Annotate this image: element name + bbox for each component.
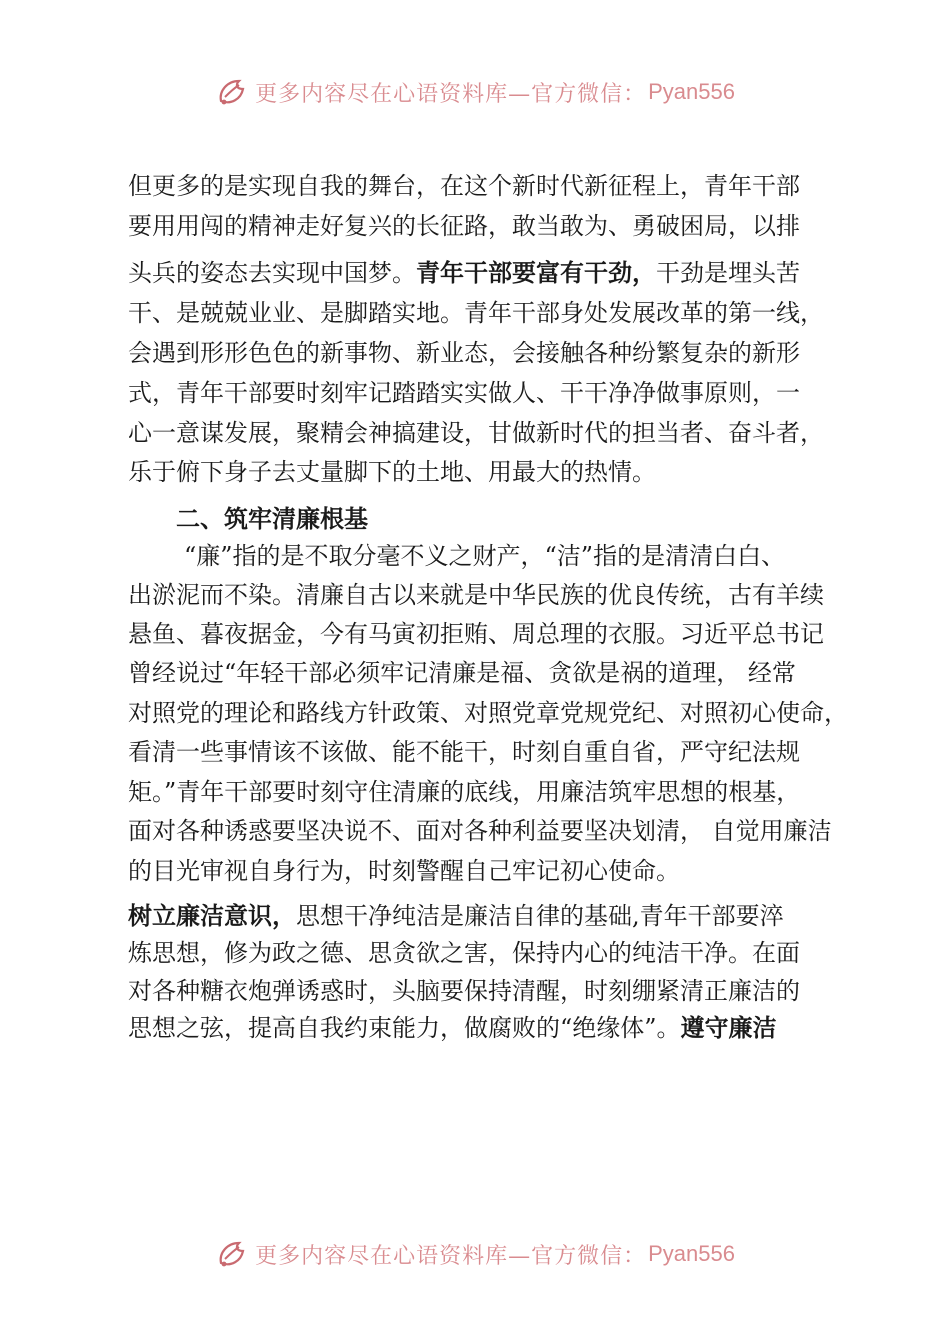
paragraph-line: 矩。”青年干部要时刻守住清廉的底线，用廉洁筑牢思想的根基， <box>128 778 801 806</box>
leaf-swirl-logo-icon <box>215 1237 249 1271</box>
bold-key-phrase: 青年干部要富有干劲， <box>416 259 656 287</box>
paragraph-line: 看清一些事情该不该做、能不能干，时刻自重自省，严守纪法规 <box>128 738 800 766</box>
section-heading: 二、筑牢清廉根基 <box>176 505 368 533</box>
watermark-text: 更多内容尽在心语资料库—官方微信： <box>255 81 647 107</box>
paragraph-line: 曾经说过“年轻干部必须牢记清廉是福、贪欲是祸的道理， 经常 <box>128 659 796 687</box>
watermark-wechat-id: Pyan556 <box>648 79 735 104</box>
paragraph-line <box>128 1012 777 1044</box>
paragraph-line: 式，青年干部要时刻牢记踏踏实实做人、干干净净做事原则，一 <box>128 379 800 407</box>
watermark-wechat-id: Pyan556 <box>648 1241 735 1266</box>
paragraph-line: 的目光审视自身行为，时刻警醒自己牢记初心使命。 <box>128 857 680 885</box>
leaf-swirl-logo-icon <box>215 75 249 109</box>
paragraph-line: 心一意谋发展，聚精会神搞建设，甘做新时代的担当者、奋斗者， <box>128 419 824 447</box>
paragraph-line <box>128 257 800 289</box>
paragraph-line: 会遇到形形色色的新事物、新业态，会接触各种纷繁复杂的新形 <box>128 339 800 367</box>
paragraph-line: 悬鱼、暮夜据金，今有马寅初拒贿、周总理的衣服。习近平总书记 <box>128 620 824 648</box>
paragraph-line: “廉”指的是不取分毫不义之财产，“洁”指的是清清白白、 <box>184 542 786 570</box>
paragraph-line: 出淤泥而不染。清廉自古以来就是中华民族的优良传统，古有羊续 <box>128 581 824 609</box>
text-run: 思想干净纯洁是廉洁自律的基础,青年干部要淬 <box>296 902 784 930</box>
paragraph-line: 对各种糖衣炮弹诱惑时，头脑要保持清醒，时刻绷紧清正廉洁的 <box>128 977 800 1005</box>
paragraph-line: 乐于俯下身子去丈量脚下的土地、用最大的热情。 <box>128 458 656 486</box>
watermark-text: 更多内容尽在心语资料库—官方微信： <box>255 1243 647 1269</box>
paragraph-line: 对照党的理论和路线方针政策、对照党章党规党纪、对照初心使命， <box>128 699 848 727</box>
paragraph-line: 炼思想，修为政之德、思贪欲之害，保持内心的纯洁干净。在面 <box>128 939 800 967</box>
paragraph-line: 要用用闯的精神走好复兴的长征路，敢当敢为、勇破困局，以排 <box>128 212 800 240</box>
text-run: 头兵的姿态去实现中国梦。 <box>128 259 416 287</box>
bold-key-phrase: 遵守廉洁 <box>680 1014 777 1042</box>
footer-watermark <box>0 1232 950 1276</box>
header-watermark <box>0 70 950 114</box>
paragraph-line: 但更多的是实现自我的舞台，在这个新时代新征程上，青年干部 <box>128 172 800 200</box>
paragraph-line: 面对各种诱惑要坚决说不、面对各种利益要坚决划清， 自觉用廉洁 <box>128 817 832 845</box>
text-run: 干劲是埋头苦 <box>656 259 800 287</box>
paragraph-line: 干、是兢兢业业、是脚踏实地。青年干部身处发展改革的第一线， <box>128 299 824 327</box>
bold-key-phrase: 树立廉洁意识， <box>128 902 296 930</box>
text-run: 思想之弦，提高自我约束能力，做腐败的“绝缘体”。 <box>128 1014 681 1042</box>
paragraph-line <box>128 900 784 932</box>
